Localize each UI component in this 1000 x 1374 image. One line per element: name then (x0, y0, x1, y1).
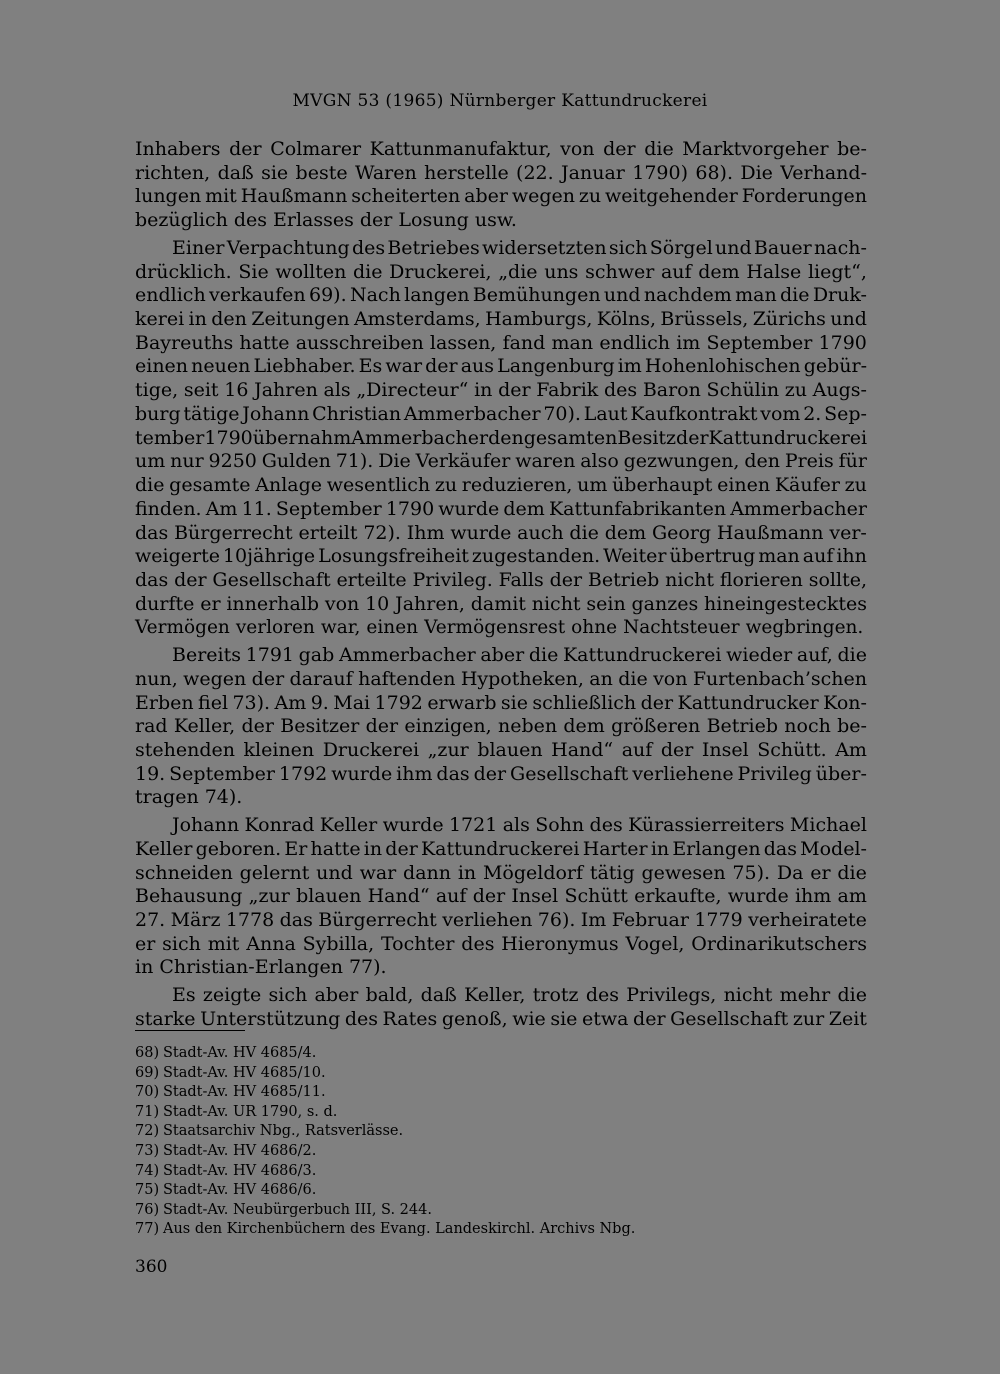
footnote-text: Stadt-Av. HV 4686/6. (163, 1182, 317, 1199)
text-line: lungen mit Haußmann scheiterten aber wegen zu weitgehender Forderungen (135, 185, 867, 208)
text-line: Erben fiel 73). Am 9. Mai 1792 erwarb sie schließlich der Kattundrucker Kon- (135, 691, 867, 714)
text-line: stehenden kleinen Druckerei „zur blauen Hand“ auf der Insel Schütt. Am (135, 738, 867, 761)
paragraph (135, 984, 867, 1031)
footnote-mark: 77) (135, 1221, 160, 1238)
text-line: tragen 74). (135, 786, 243, 809)
footnotes (135, 1044, 735, 1240)
text-line: er sich mit Anna Sybilla, Tochter des Hieronymus Vogel, Ordinarikutschers (135, 932, 867, 955)
footnote-mark: 68) (135, 1045, 160, 1061)
paragraph (135, 237, 867, 640)
footnote-text: Stadt-Av. HV 4686/2. (163, 1142, 317, 1159)
footnote-text: Stadt-Av. HV 4685/10. (163, 1064, 326, 1081)
text-line: burg tätige Johann Christian Ammerbacher 70). Laut Kaufkontrakt vom 2. Sep- (135, 402, 867, 425)
text-line: das der Gesellschaft erteilte Privileg. Falls der Betrieb nicht florieren sollte, (135, 568, 867, 591)
footnote-text: Stadt-Av. Neubürgerbuch III, S. 244. (163, 1201, 432, 1218)
text-line: Es zeigte sich aber bald, daß Keller, trotz des Privilegs, nicht mehr die (172, 984, 867, 1007)
footnote (135, 1220, 735, 1240)
text-line: einen neuen Liebhaber. Es war der aus Langenburg im Hohenlohischen gebür- (135, 355, 867, 378)
footnote-mark: 73) (135, 1142, 160, 1159)
footnote-mark: 74) (135, 1162, 160, 1179)
footnote-mark: 69) (135, 1064, 160, 1081)
text-line: endlich verkaufen 69). Nach langen Bemühungen und nachdem man die Druk- (135, 284, 867, 307)
text-line: die gesamte Anlage wesentlich zu reduzieren, um überhaupt einen Käufer zu (135, 474, 867, 497)
text-line: um nur 9250 Gulden 71). Die Verkäufer waren also gezwungen, den Preis für (135, 450, 867, 473)
footnote-rule (135, 1030, 245, 1031)
footnote-mark: 76) (135, 1201, 160, 1218)
footnote-text: Stadt-Av. HV 4686/3. (163, 1162, 317, 1179)
footnote-mark: 75) (135, 1182, 160, 1199)
text-line: nun, wegen der darauf haftenden Hypotheken, an die von Furtenbach’schen (135, 667, 867, 690)
footnote (135, 1201, 735, 1221)
paragraph (135, 138, 867, 233)
text-line: drücklich. Sie wollten die Druckerei, „die uns schwer auf dem Halse liegt“, (135, 260, 867, 283)
footnote-text: Stadt-Av. HV 4685/11. (163, 1084, 326, 1101)
text-line: Johann Konrad Keller wurde 1721 als Sohn des Kürassierreiters Michael (172, 814, 867, 837)
page-number: 360 (135, 1257, 168, 1277)
text-line: Keller geboren. Er hatte in der Kattundruckerei Harter in Erlangen das Model- (135, 837, 867, 860)
text-line: Vermögen verloren war, einen Vermögensrest ohne Nachtsteuer wegbringen. (135, 617, 864, 639)
footnote-text: Stadt-Av. UR 1790, s. d. (163, 1103, 338, 1120)
footnote (135, 1162, 735, 1182)
text-line: tige, seit 16 Jahren als „Directeur“ in der Fabrik des Baron Schülin zu Augs- (135, 379, 867, 402)
text-line: Behausung „zur blauen Hand“ auf der Insel Schütt erkaufte, wurde ihm am (135, 885, 867, 908)
text-line: richten, daß sie beste Waren herstelle (22. Januar 1790) 68). Die Verhand- (135, 161, 867, 184)
text-line: das Bürgerrecht erteilt 72). Ihm wurde auch die dem Georg Haußmann ver- (135, 521, 867, 544)
text-line: starke Unterstützung des Rates genoß, wie sie etwa der Gesellschaft zur Zeit (135, 1007, 867, 1030)
text-line: in Christian-Erlangen 77). (135, 956, 387, 979)
text-line: Inhabers der Colmarer Kattunmanufaktur, von der die Marktvorgeher be- (135, 138, 867, 160)
footnote (135, 1142, 735, 1162)
text-line: durfte er innerhalb von 10 Jahren, damit nicht sein ganzes hineingestecktes (135, 592, 867, 615)
text-line: finden. Am 11. September 1790 wurde dem Kattunfabrikanten Ammerbacher (135, 497, 867, 520)
text-line: bezüglich des Erlasses der Losung usw. (135, 209, 517, 232)
footnote (135, 1181, 735, 1201)
footnote-mark: 71) (135, 1103, 160, 1120)
text-line: Bereits 1791 gab Ammerbacher aber die Kattundruckerei wieder auf, die (172, 644, 867, 667)
footnote (135, 1122, 735, 1142)
text-line: Einer Verpachtung des Betriebes widersetzten sich Sörgel und Bauer nach- (172, 236, 867, 259)
text-line: 19. September 1792 wurde ihm das der Gesellschaft verliehene Privileg über- (135, 762, 867, 785)
paragraph (135, 814, 867, 980)
text-line: schneiden gelernt und war dann in Mögeldorf tätig gewesen 75). Da er die (135, 861, 867, 884)
footnote (135, 1103, 735, 1123)
footnote-mark: 70) (135, 1084, 160, 1101)
running-head: MVGN 53 (1965) Nürnberger Kattundruckerei (292, 91, 708, 111)
text-line: weigerte 10jährige Losungsfreiheit zugestanden. Weiter übertrug man auf ihn (135, 545, 867, 568)
text-line: 27. März 1778 das Bürgerrecht verliehen 76). Im Februar 1779 verheiratete (135, 909, 867, 931)
paragraph (135, 644, 867, 810)
text-line: tember 1790 übernahm Ammerbacher den gesamten Besitz der Kattundruckerei (135, 426, 868, 449)
footnote (135, 1044, 735, 1064)
footnote-text: Aus den Kirchenbüchern des Evang. Landeskirchl. Archivs Nbg. (163, 1221, 636, 1238)
footnote (135, 1064, 735, 1084)
footnote (135, 1083, 735, 1103)
body-text (135, 138, 867, 1032)
text-line: Bayreuths hatte ausschreiben lassen, fand man endlich im September 1790 (135, 331, 867, 354)
text-line: kerei in den Zeitungen Amsterdams, Hamburgs, Kölns, Brüssels, Zürichs und (135, 308, 867, 331)
footnote-text: Stadt-Av. HV 4685/4. (163, 1045, 317, 1061)
footnote-text: Staatsarchiv Nbg., Ratsverlässe. (163, 1123, 404, 1140)
footnote-mark: 72) (135, 1123, 160, 1140)
text-line: rad Keller, der Besitzer der einzigen, neben dem größeren Betrieb noch be- (135, 715, 867, 738)
